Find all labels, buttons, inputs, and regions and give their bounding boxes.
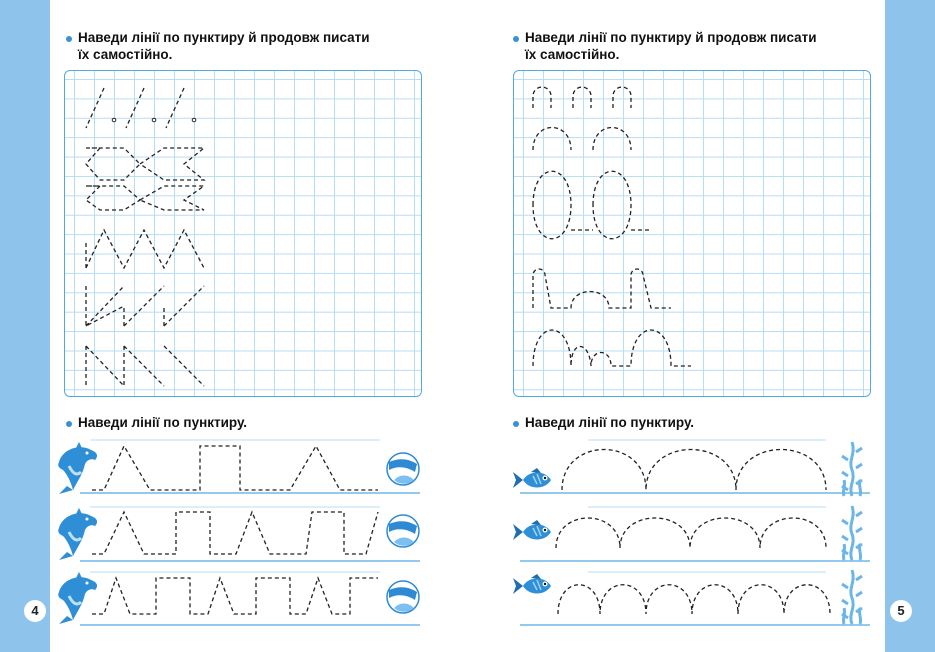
left-tracing-row-2 [58,507,420,561]
seaweed-icon [842,506,862,560]
seaweed-icon [842,442,862,496]
left-tracing-row-3 [58,572,420,625]
page-number-right: 5 [890,600,912,622]
instruction-line: їх самостійно. [525,47,620,62]
instruction-line: Наведи лінії по пунктиру й продовж писати [78,30,370,45]
task-instruction-right-2: Наведи лінії по пунктиру. [525,415,695,430]
instruction-line: Наведи лінії по пунктиру й продовж писати [525,30,817,45]
instruction-line: їх самостійно. [78,47,173,62]
right-tracing-row-2 [513,506,870,561]
fish-icon [513,520,551,540]
page-number-left: 4 [24,600,46,622]
beach-ball-icon [387,453,419,485]
fish-icon [513,574,551,594]
dolphin-icon [58,572,97,624]
left-tracing-row-1 [58,440,420,494]
left-grid-dots [112,118,196,122]
beach-ball-icon [387,515,419,547]
left-grid-dashed-shapes [86,88,204,386]
fish-icon [513,468,551,488]
right-grid-dashed-shapes [533,87,691,366]
seaweed-icon [842,570,862,624]
dolphin-icon [58,442,97,494]
beach-ball-icon [387,581,419,613]
task-instruction-left-2: Наведи лінії по пунктиру. [78,415,248,430]
right-tracing-row-1 [513,440,870,496]
right-tracing-row-3 [513,570,870,625]
dolphin-icon [58,508,97,560]
